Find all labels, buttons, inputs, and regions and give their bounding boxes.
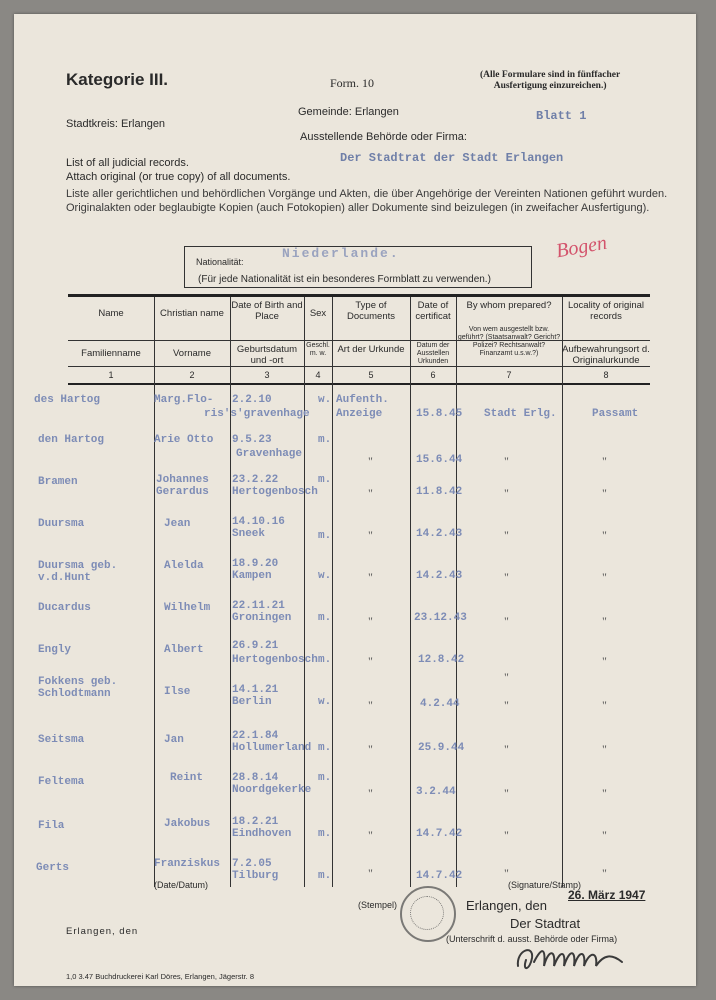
place-date-label: Erlangen, den [466, 898, 547, 913]
cell-cert-date: 14.2.43 [416, 570, 463, 582]
copies-note-line2: Ausfertigung einzureichen.) [493, 81, 607, 91]
cell-vorname: Arie Otto [154, 434, 214, 446]
cell-doc-type: " [368, 742, 373, 756]
col-number: 6 [430, 370, 436, 380]
table-column-divider [562, 297, 563, 887]
stamp-label: (Stempel) [358, 900, 398, 910]
cell-name: Duursma geb. [38, 560, 118, 572]
col-number: 5 [368, 370, 374, 380]
cell-birth-date: 14.10.16 [232, 516, 285, 528]
cell-vorname: Albert [164, 644, 204, 656]
table-column-divider [304, 297, 305, 887]
cell-birth-date: 22.1.84 [232, 730, 279, 742]
cell-birth-place: Hollumerland [232, 742, 312, 754]
cell-doc-type: " [368, 786, 373, 800]
cell-name-2: v.d.Hunt [38, 572, 91, 584]
cell-name: Duursma [38, 518, 85, 530]
nationality-label: Nationalität: [196, 257, 244, 267]
cell-prepared-by: " [504, 698, 509, 712]
cell-name: Gerts [36, 862, 70, 874]
cell-name: den Hartog [38, 434, 105, 446]
cell-prepared-by: " [504, 866, 509, 880]
col-number: 4 [315, 370, 321, 380]
col-header-doc-type-de: Art der Urkunde [337, 344, 405, 355]
cell-birth-place: Noordgekerke [232, 784, 312, 796]
cell-doc-type: " [368, 614, 373, 628]
cell-doc-type: " [368, 454, 373, 468]
cell-birth-date: 22.11.21 [232, 600, 285, 612]
cell-name: Bramen [38, 476, 78, 488]
cell-birth-date: 26.9.21 [232, 640, 279, 652]
table-column-divider [456, 297, 457, 887]
place-date-left: Erlangen, den [66, 926, 139, 937]
cell-sex: m. [318, 654, 332, 666]
cell-prepared-by: " [504, 486, 509, 500]
table-column-divider [332, 297, 333, 887]
col-header-vorname-en: Christian name [160, 308, 224, 319]
category-title: Kategorie III. [66, 70, 169, 89]
cell-birth-place: Gravenhage [236, 448, 303, 460]
cell-doc-type-2: Anzeige [336, 408, 383, 420]
stadtkreis-label: Stadtkreis: Erlangen [66, 118, 166, 130]
cell-cert-date: 15.8.45 [416, 408, 463, 420]
cell-prepared-by: " [504, 828, 509, 842]
cell-name: Fokkens geb. [38, 676, 118, 688]
issuing-authority-value: Der Stadtrat der Stadt Erlangen [340, 151, 564, 165]
cell-vorname: Ilse [164, 686, 191, 698]
date-label: (Date/Datum) [154, 880, 209, 890]
handwritten-signature-icon [512, 936, 642, 980]
cell-cert-date: 23.12.43 [414, 612, 467, 624]
cell-cert-date: 3.2.44 [416, 786, 456, 798]
cell-vorname: Wilhelm [164, 602, 211, 614]
cell-doc-type: " [368, 698, 373, 712]
cell-prepared-by: " [504, 742, 509, 756]
cell-cert-date: 14.2.43 [416, 528, 463, 540]
table-column-divider [230, 297, 231, 887]
cell-cert-date: 12.8.42 [418, 654, 465, 666]
cell-birth-date: 18.2.21 [232, 816, 279, 828]
cell-doc-type: " [368, 486, 373, 500]
cell-vorname: Franziskus [154, 858, 221, 870]
cell-birth-date: 28.8.14 [232, 772, 279, 784]
cell-sex: w. [318, 696, 332, 708]
col-number: 1 [108, 370, 114, 380]
cell-vorname-2: Gerardus [156, 486, 209, 498]
col-header-prepared-de: Von wem ausgestellt bzw. geführt? (Staatsanwalt? Gericht? Polizei? Rechtsanwalt? Finanzamt u.s.w.?) [457, 326, 561, 357]
cell-birth-date: 23.2.22 [232, 474, 279, 486]
cell-vorname: Marg.Flo- [154, 394, 214, 406]
table-column-divider [410, 297, 411, 887]
list-instruction-en-2: Attach original (or true copy) of all documents. [66, 171, 291, 183]
col-number: 2 [189, 370, 195, 380]
cell-name: Seitsma [38, 734, 85, 746]
cell-locality: Passamt [592, 408, 639, 420]
cell-birth-date: 2.2.10 [232, 394, 272, 406]
cell-vorname: Jan [164, 734, 184, 746]
cell-prepared-by: Stadt Erlg. [484, 408, 557, 420]
col-header-sex-de: Geschl. m. w. [306, 342, 330, 357]
cell-vorname: Jakobus [164, 818, 211, 830]
cell-name: Feltema [38, 776, 85, 788]
col-header-name-en: Name [98, 308, 124, 319]
cell-cert-date: 25.9.44 [418, 742, 465, 754]
cell-sex: m. [318, 742, 332, 754]
col-header-birth-en: Date of Birth and Place [231, 300, 303, 322]
cell-name: Fila [38, 820, 65, 832]
cell-vorname: Reint [170, 772, 204, 784]
copies-note [480, 70, 620, 92]
cell-cert-date: 14.7.42 [416, 828, 463, 840]
col-header-cert-date-en: Date of certificat [415, 300, 451, 322]
cell-vorname: Jean [164, 518, 191, 530]
cell-cert-date: 11.8.42 [416, 486, 463, 498]
cell-prepared-by: " [504, 570, 509, 584]
cell-locality: " [602, 614, 607, 628]
cell-birth-place: Groningen [232, 612, 292, 624]
cell-sex: m. [318, 870, 332, 882]
cell-birth-place: Sneek [232, 528, 266, 540]
cell-sex: m. [318, 474, 332, 486]
signature-stamp-label: (Signature/Stamp) [508, 880, 582, 890]
sheet-number: Blatt 1 [536, 109, 587, 123]
document-date: 26. März 1947 [568, 888, 646, 902]
cell-birth-place: Hertogenbosch [232, 654, 318, 666]
cell-doc-type: Aufenth. [336, 394, 389, 406]
cell-prepared-by: " [504, 528, 509, 542]
cell-birth-date: 7.2.05 [232, 858, 272, 870]
cell-birth-date: 9.5.23 [232, 434, 272, 446]
col-header-cert-date-de: Datum der Ausstellen Urkunden [416, 342, 450, 365]
cell-sex: m. [318, 530, 332, 542]
cell-sex: w. [318, 394, 332, 406]
cell-birth-place: Berlin [232, 696, 272, 708]
col-number: 7 [506, 370, 512, 380]
cell-birth-date: 14.1.21 [232, 684, 279, 696]
cell-cert-date: 14.7.42 [416, 870, 463, 882]
gemeinde-label: Gemeinde: Erlangen [298, 106, 399, 118]
cell-vorname: Johannes [156, 474, 209, 486]
cell-sex: m. [318, 828, 332, 840]
cell-vorname: Alelda [164, 560, 204, 572]
col-header-doc-type-en: Type of Documents [346, 300, 396, 322]
authority-signature-line: Der Stadtrat [510, 916, 581, 931]
cell-name-2: Schlodtmann [38, 688, 111, 700]
table-column-divider [154, 297, 155, 887]
cell-cert-date: 15.6.44 [416, 454, 463, 466]
cell-birth-place: Kampen [232, 570, 272, 582]
cell-locality: " [602, 528, 607, 542]
cell-locality: " [602, 570, 607, 584]
cell-birth-date: 18.9.20 [232, 558, 279, 570]
cell-cert-date: 4.2.44 [420, 698, 460, 710]
cell-birth-place: Tilburg [232, 870, 279, 882]
cell-locality: " [602, 742, 607, 756]
printer-imprint: 1,0 3.47 Buchdruckerei Karl Döres, Erlangen, Jägerstr. 8 [66, 972, 255, 981]
nationality-value: Niederlande. [282, 246, 400, 261]
cell-locality: " [602, 866, 607, 880]
red-handwritten-mark: Bogen [554, 231, 609, 263]
form-number: Form. 10 [330, 76, 375, 90]
cell-locality: " [602, 454, 607, 468]
cell-sex: w. [318, 570, 332, 582]
cell-birth-place: Hertogenbosch [232, 486, 318, 498]
cell-prepared-by: " [504, 786, 509, 800]
col-header-vorname-de: Vorname [172, 348, 212, 359]
form-sheet [14, 14, 696, 986]
cell-name: Engly [38, 644, 72, 656]
cell-prepared-by: " [504, 670, 509, 684]
cell-doc-type: " [368, 654, 373, 668]
cell-locality: " [602, 786, 607, 800]
cell-locality: " [602, 486, 607, 500]
col-header-prepared-en: By whom prepared? [466, 300, 552, 311]
cell-locality: " [602, 654, 607, 668]
cell-locality: " [602, 828, 607, 842]
col-header-name-de: Familienname [81, 348, 141, 359]
cell-doc-type: " [368, 570, 373, 584]
cell-doc-type: " [368, 866, 373, 880]
list-instruction-de: Liste aller gerichtlichen und behördlichen Vorgänge und Akten, die über Angehörige der Vereinten Nationen geführt wurden. Originalakten oder beglaubigte Kopien (auch Fotokopien) aller Dokumente sind beizulegen (in zweifacher Ausfertigung). [66, 188, 668, 214]
col-header-locality-en: Locality of original records [567, 300, 645, 322]
cell-locality: " [602, 698, 607, 712]
cell-prepared-by: " [504, 454, 509, 468]
signature-caption: (Unterschrift d. ausst. Behörde oder Firma) [446, 934, 618, 944]
issuing-authority-label: Ausstellende Behörde oder Firma: [300, 131, 467, 143]
col-number: 8 [603, 370, 609, 380]
cell-birth-place: Eindhoven [232, 828, 292, 840]
list-instruction-en-1: List of all judicial records. [66, 157, 189, 169]
col-header-sex-en: Sex [309, 308, 327, 319]
col-number: 3 [264, 370, 270, 380]
cell-doc-type: " [368, 528, 373, 542]
cell-sex: m. [318, 434, 332, 446]
cell-sex: m. [318, 772, 332, 784]
cell-name: des Hartog [34, 394, 101, 406]
nationality-note: (Für jede Nationalität ist ein besonderes Formblatt zu verwenden.) [198, 274, 491, 285]
cell-doc-type: " [368, 828, 373, 842]
cell-sex: m. [318, 612, 332, 624]
copies-note-line1: (Alle Formulare sind in fünffacher [480, 70, 621, 80]
cell-name: Ducardus [38, 602, 91, 614]
col-header-locality-de: Aufbewahrungsort d. Originalurkunde [562, 344, 650, 366]
col-header-birth-de: Geburtsdatum und -ort [236, 344, 298, 366]
cell-birth-place: ris's'gravenhage [204, 408, 310, 420]
cell-prepared-by: " [504, 614, 509, 628]
